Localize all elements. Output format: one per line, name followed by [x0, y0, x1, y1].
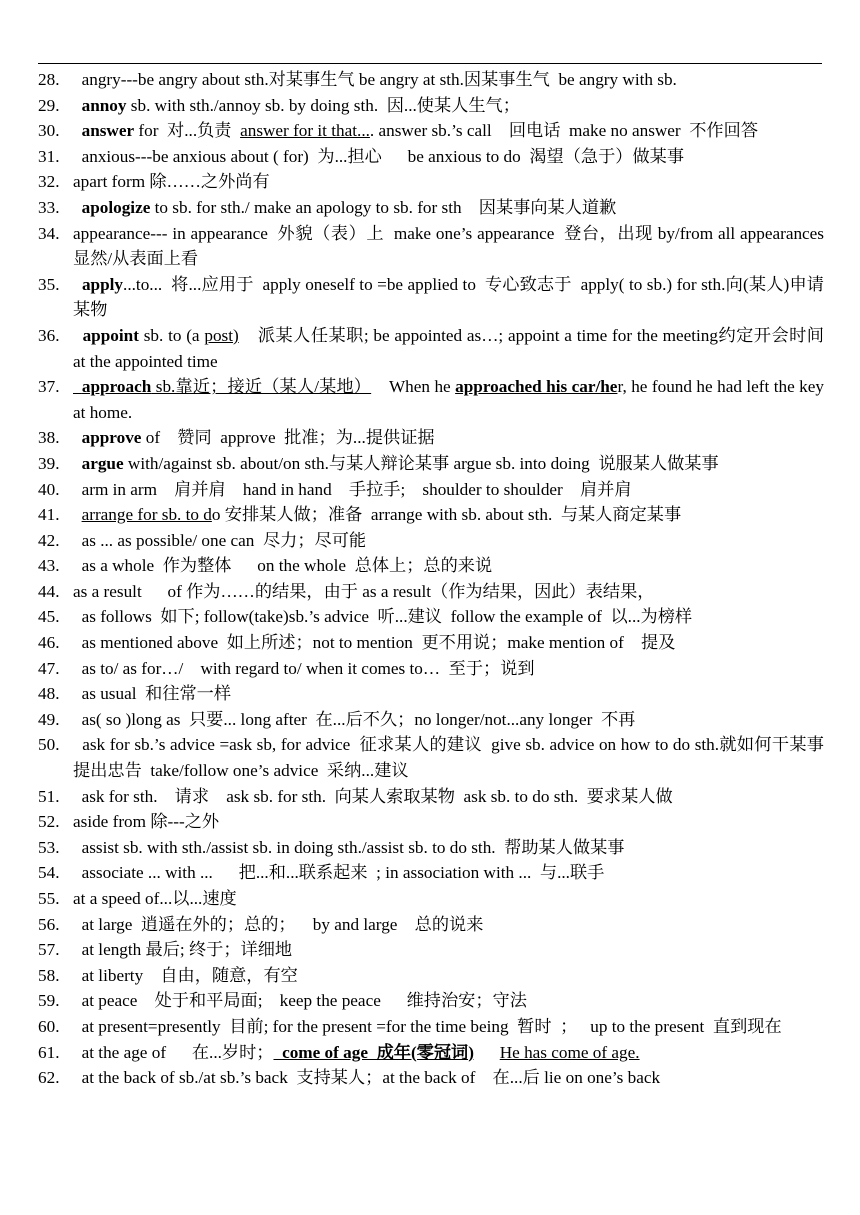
- list-item: [0, 784, 860, 810]
- item-text: approach: [81, 377, 152, 397]
- item-text: to sb. for sth./ make an apology to sb. for sth 因某事向某人道歉: [150, 197, 617, 217]
- item-number: 40.: [38, 479, 60, 499]
- item-number: 45.: [38, 607, 60, 627]
- item-text: angry---be angry about sth.对某事生气 be angry at sth.因某事生气 be angry with sb.: [73, 70, 677, 89]
- item-text: as( so )long as 只要... long after 在...后不久；no longer/not...any longer 不再: [73, 709, 636, 729]
- item-number: 35.: [38, 274, 60, 294]
- item-text: as a result of 作为……的结果，由于 as a result（作为结果，因此）表结果，: [73, 581, 655, 601]
- item-text: [73, 121, 82, 140]
- list-item: [0, 323, 860, 374]
- item-text: [474, 1043, 500, 1062]
- header-rule: [38, 63, 822, 64]
- item-text: as mentioned above 如上所述；not to mention 更不用说；make mention of 提及: [73, 633, 676, 653]
- item-text: arrange for sb. to d: [81, 505, 212, 525]
- item-text: apart form 除……之外尚有: [73, 172, 270, 192]
- list-item: [0, 835, 860, 861]
- item-text: . answer sb.’s call 回电话 make no answer 不作回答: [369, 121, 759, 141]
- item-text: sb.靠近；接近（某人/某地）: [151, 377, 372, 397]
- item-number: 47.: [38, 658, 60, 678]
- list-item: [0, 579, 860, 605]
- item-number: 50.: [38, 735, 60, 755]
- item-text: [73, 326, 83, 345]
- list-item: [0, 1040, 860, 1066]
- item-text: come of age 成年(零冠词): [273, 1042, 474, 1062]
- item-number: 41.: [38, 505, 60, 525]
- item-text: anxious---be anxious about ( for) 为...担心 be anxious to do 渴望（急于）做某事: [73, 146, 685, 166]
- list-item: [0, 937, 860, 963]
- item-number: 32.: [38, 172, 60, 192]
- list-item: [0, 912, 860, 938]
- item-number: 36.: [38, 325, 60, 345]
- item-text: When he: [371, 377, 456, 397]
- list-item: [0, 451, 860, 477]
- item-number: 30.: [38, 121, 60, 141]
- item-text: [73, 198, 82, 217]
- list-item: [0, 732, 860, 783]
- item-number: 28.: [38, 70, 60, 89]
- item-number: 48.: [38, 684, 60, 704]
- item-text: associate ... with ... 把...和...联系起来 ; in association with ... 与...联手: [73, 863, 605, 883]
- item-text: at a speed of...以...速度: [73, 889, 237, 908]
- item-text: sb. with sth./annoy sb. by doing sth. 因...使某人生气；: [126, 95, 520, 115]
- item-number: 62.: [38, 1068, 60, 1088]
- list-item: [0, 1065, 860, 1091]
- item-text: at length 最后; 终于；详细地: [73, 940, 293, 960]
- list-item: [0, 809, 860, 835]
- item-text: at liberty 自由，随意，有空: [73, 965, 298, 985]
- item-text: of 赞同 approve 批准；为...提供证据: [141, 428, 435, 448]
- item-number: 54.: [38, 863, 60, 883]
- item-number: 53.: [38, 837, 60, 857]
- item-text: annoy: [81, 95, 127, 115]
- item-text: for 对...负责: [134, 121, 241, 141]
- list-item: [0, 93, 860, 119]
- item-text: with/against sb. about/on sth.与某人辩论某事 argue sb. into doing 说服某人做某事: [123, 453, 719, 473]
- item-number: 44.: [38, 581, 60, 601]
- list-item: [0, 502, 860, 528]
- item-text: appearance--- in appearance 外貌（表）上 make one’s appearance 登台，出现 by/from all appearances 显然/从表面上看: [73, 223, 833, 269]
- list-item: [0, 886, 860, 912]
- list-item: [0, 221, 860, 272]
- list-item: [0, 656, 860, 682]
- item-text: 派某人任某职; be appointed as…; appoint a time for the meeting约定开会时间 at the appointed time: [73, 325, 833, 371]
- item-text: ask for sth. 请求 ask sb. for sth. 向某人索取某物 ask sb. to do sth. 要求某人做: [73, 786, 673, 806]
- list-item: [0, 425, 860, 451]
- item-text: at present=presently 目前; for the present =for the time being 暂时 ； up to the present 直到现在: [73, 1016, 782, 1036]
- item-text: answer for it that...: [240, 121, 370, 141]
- item-text: assist sb. with sth./assist sb. in doing sth./assist sb. to do sth. 帮助某人做某事: [73, 837, 625, 857]
- item-text: apologize: [81, 197, 151, 217]
- list-item: [0, 630, 860, 656]
- item-number: 58.: [38, 965, 60, 985]
- item-text: apply: [81, 274, 124, 294]
- item-text: at large 逍遥在外的；总的； by and large 总的说来: [73, 914, 484, 934]
- item-number: 33.: [38, 197, 60, 217]
- item-text: post): [204, 325, 239, 345]
- list-item: [0, 195, 860, 221]
- list-item: [0, 144, 860, 170]
- item-number: 56.: [38, 914, 60, 934]
- item-text: at the age of 在...岁时；: [73, 1042, 274, 1062]
- item-text: arm in arm 肩并肩 hand in hand 手拉手; shoulder to shoulder 肩并肩: [73, 479, 632, 499]
- list-item: [0, 604, 860, 630]
- list-item: [0, 681, 860, 707]
- item-text: as a whole 作为整体 on the whole 总体上；总的来说: [73, 556, 493, 576]
- list-item: [0, 477, 860, 503]
- item-number: 55.: [38, 889, 60, 908]
- list-item: [0, 963, 860, 989]
- item-text: [73, 275, 82, 294]
- item-text: answer: [81, 121, 135, 141]
- item-text: r, he found he had left the key at home.: [73, 377, 829, 422]
- item-text: [73, 454, 82, 473]
- item-text: as to/ as for…/ with regard to/ when it comes to… 至于；说到: [73, 658, 535, 678]
- item-text: ask for sb.’s advice =ask sb, for advice 征求某人的建议 give sb. advice on how to do sth.就如何干某事提出忠告 take/follow one’s advice 采纳...建议: [73, 735, 824, 781]
- item-text: He has come of age.: [499, 1042, 640, 1062]
- item-text: at peace 处于和平局面; keep the peace 维持治安；守法: [73, 991, 527, 1011]
- item-number: 31.: [38, 146, 60, 166]
- list-item: [0, 860, 860, 886]
- item-number: 42.: [38, 530, 60, 550]
- list-item: [0, 272, 860, 323]
- list-item: [0, 169, 860, 195]
- item-number: 43.: [38, 556, 60, 576]
- item-text: aside from 除---之外: [73, 812, 220, 832]
- item-text: as usual 和往常一样: [73, 684, 232, 704]
- list-item: [0, 553, 860, 579]
- item-number: 57.: [38, 940, 60, 960]
- item-number: 59.: [38, 991, 60, 1011]
- list-item: [0, 707, 860, 733]
- item-text: approve: [81, 428, 142, 448]
- list-item: [0, 528, 860, 554]
- item-text: ...to... 将...应用于 apply oneself to =be applied to 专心致志于 apply( to sb.) for sth.向(某人)申请某物: [73, 274, 824, 320]
- item-number: 49.: [38, 709, 60, 729]
- item-number: 38.: [38, 428, 60, 448]
- item-text: o 安排某人做；准备 arrange with sb. about sth. 与某人商定某事: [211, 505, 682, 525]
- item-text: approached his car/he: [455, 377, 618, 397]
- item-text: [73, 428, 82, 447]
- item-number: 39.: [38, 453, 60, 473]
- item-number: 37.: [38, 377, 60, 397]
- item-text: as follows 如下; follow(take)sb.’s advice 听...建议 follow the example of 以...为榜样: [73, 607, 693, 627]
- item-text: as ... as possible/ one can 尽力；尽可能: [73, 530, 367, 550]
- item-text: [73, 96, 82, 115]
- phrase-list: [0, 67, 860, 1091]
- item-text: [73, 377, 82, 396]
- item-text: sb. to (a: [138, 325, 205, 345]
- item-number: 34.: [38, 223, 60, 243]
- list-item: [0, 374, 860, 425]
- item-number: 29.: [38, 95, 60, 115]
- list-item: [0, 118, 860, 144]
- list-item: [0, 988, 860, 1014]
- item-number: 60.: [38, 1016, 60, 1036]
- item-text: appoint: [82, 325, 139, 345]
- item-number: 51.: [38, 786, 60, 806]
- item-text: argue: [81, 453, 124, 473]
- item-text: [73, 505, 82, 524]
- item-number: 52.: [38, 812, 60, 832]
- item-text: at the back of sb./at sb.’s back 支持某人；at the back of 在...后 lie on one’s back: [73, 1068, 661, 1088]
- list-item: [0, 67, 860, 93]
- item-number: 46.: [38, 633, 60, 653]
- list-item: [0, 1014, 860, 1040]
- item-number: 61.: [38, 1042, 60, 1062]
